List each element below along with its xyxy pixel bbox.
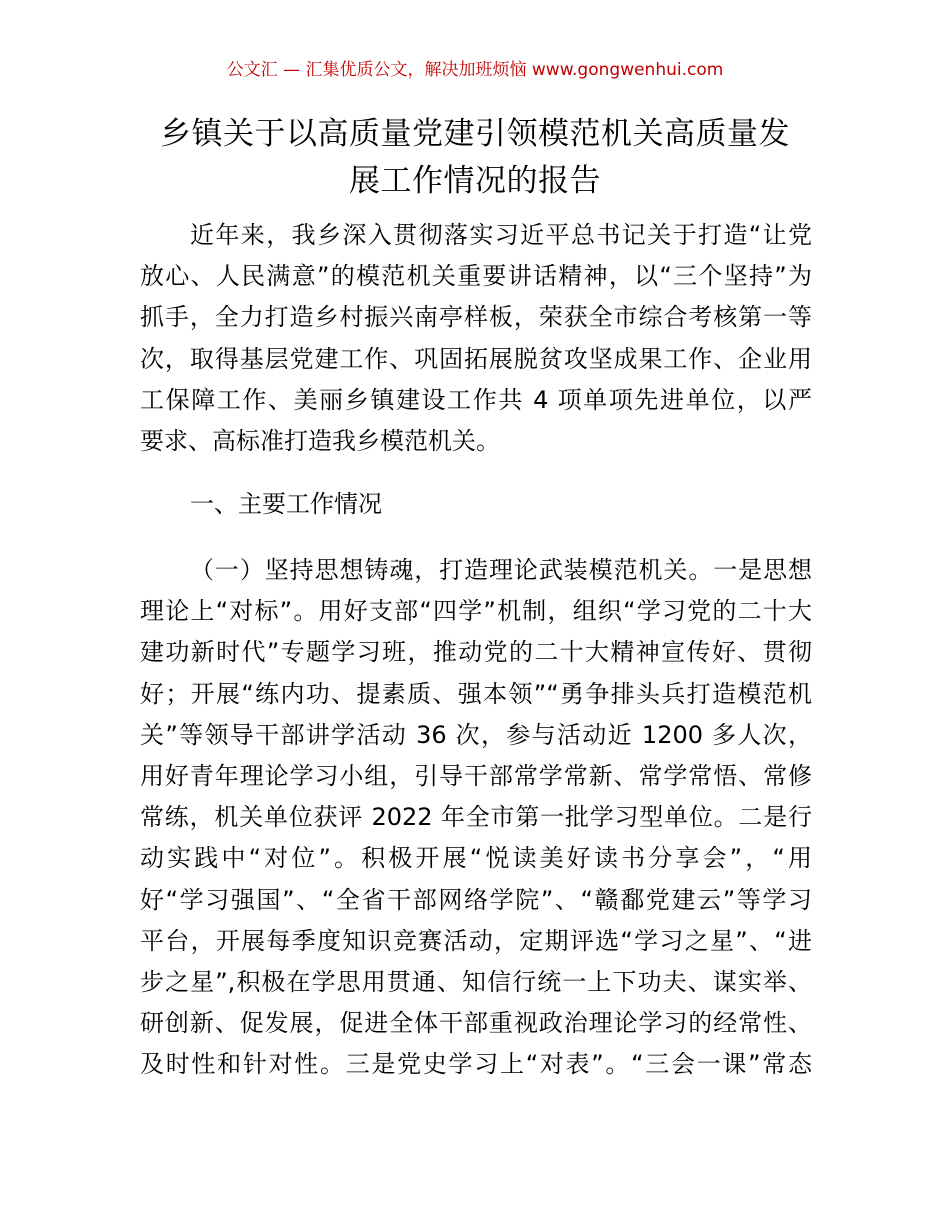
text-line: 平台，开展每季度知识竞赛活动，定期评选“学习之星”、“进 [140, 926, 812, 955]
text-line: 用好青年理论学习小组，引导干部常学常新、常学常悟、常修 [140, 762, 812, 791]
text-line: 抓手，全力打造乡村振兴南亭样板，荣获全市综合考核第一等 [140, 303, 812, 332]
document-title [140, 111, 810, 205]
site-header-banner: 公文汇 — 汇集优质公文，解决加班烦恼 www.gongwenhui.com [226, 60, 724, 80]
text-line: 步之星”,积极在学思用贯通、知信行统一上下功夫、谋实举、 [140, 968, 812, 997]
text-line: 理论上“对标”。用好支部“四学”机制，组织“学习党的二十大 [140, 597, 812, 626]
text-line: 好“学习强国”、“全省干部网络学院”、“赣鄱党建云”等学习 [140, 885, 812, 914]
text-line: 动实践中“对位”。积极开展“悦读美好读书分享会”，“用 [140, 844, 812, 873]
title-line-2: 展工作情况的报告 [349, 163, 601, 199]
text-line: 近年来，我乡深入贯彻落实习近平总书记关于打造“让党 [190, 221, 812, 249]
section-heading [140, 484, 812, 525]
intro-paragraph [140, 215, 812, 462]
text-line: 常练，机关单位获评 2022 年全市第一批学习型单位。二是行 [140, 803, 812, 832]
text-line: 及时性和针对性。三是党史学习上“对表”。“三会一课”常态 [140, 1050, 812, 1079]
text-line: 关”等领导干部讲学活动 36 次，参与活动近 1200 多人次， [140, 720, 812, 749]
text-line: 工保障工作、美丽乡镇建设工作共 4 项单项先进单位，以严 [140, 385, 812, 414]
text-line: 次，取得基层党建工作、巩固拓展脱贫攻坚成果工作、企业用 [140, 344, 812, 373]
text-line: 好；开展“练内功、提素质、强本领”“勇争排头兵打造模范机 [140, 679, 812, 708]
text-line: 研创新、促发展，促进全体干部重视政治理论学习的经常性、 [140, 1009, 812, 1038]
text-line: （一）坚持思想铸魂，打造理论武装模范机关。一是思想 [190, 556, 812, 584]
text-line: 放心、人民满意”的模范机关重要讲话精神，以“三个坚持”为 [140, 262, 812, 291]
section-heading-text: 一、主要工作情况 [190, 490, 382, 518]
text-line: 建功新时代”专题学习班，推动党的二十大精神宣传好、贯彻 [140, 638, 812, 667]
text-line: 要求、高标准打造我乡模范机关。 [140, 427, 500, 456]
title-line-1: 乡镇关于以高质量党建引领模范机关高质量发 [160, 116, 790, 152]
section-paragraph [140, 550, 812, 1086]
